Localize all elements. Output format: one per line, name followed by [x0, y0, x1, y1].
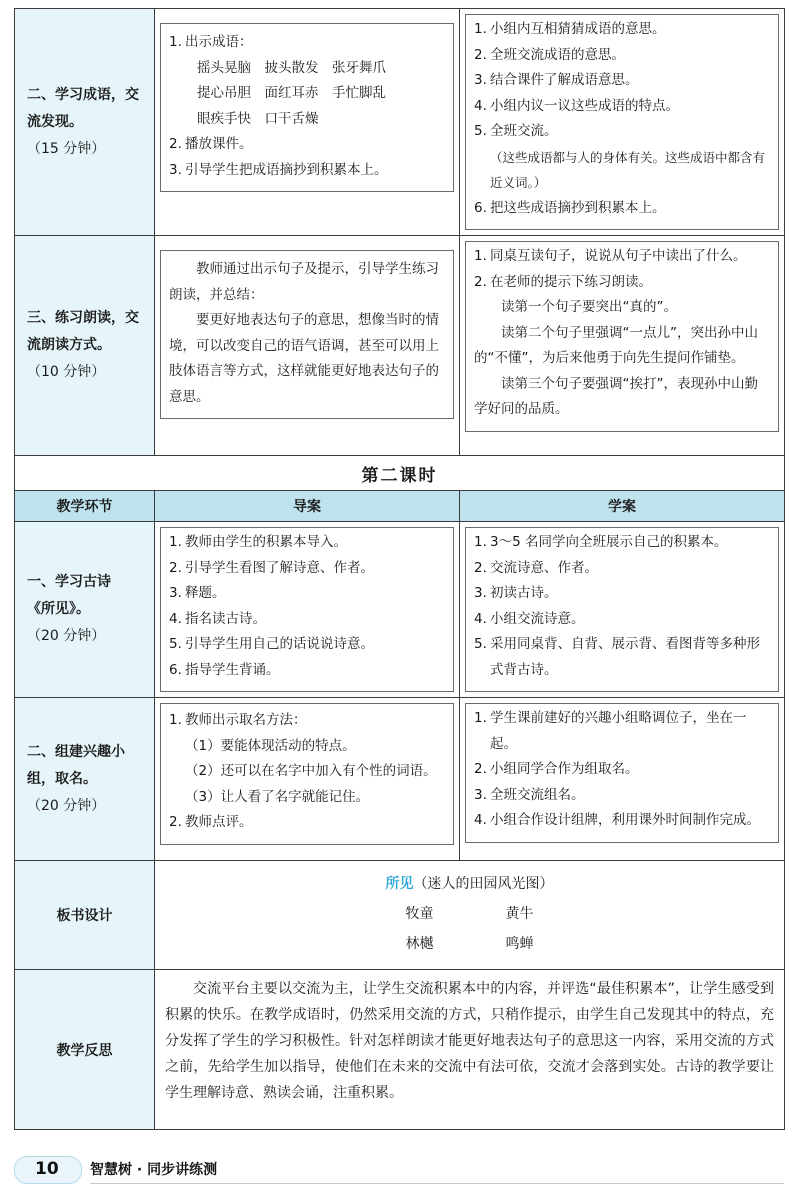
list-item: 眼疾手快 口干舌燥 [197, 110, 319, 127]
stage-cell [15, 9, 155, 236]
table-row [15, 522, 785, 698]
page-number: 10 [35, 1159, 59, 1179]
table-row [15, 970, 785, 1130]
list-item: 2. 教师点评。 [169, 814, 253, 830]
list-item: 4. 小组合作设计组牌，利用课外时间制作完成。 [474, 812, 760, 828]
study-cell [460, 698, 785, 861]
guide-paragraph: 要更好地表达句子的意思，想像当时的情境，可以改变自己的语气语调，甚至可以用上肢体语言等方式，这样就能更好地表达句子的意思。 [169, 312, 439, 405]
footer-divider [90, 1183, 784, 1184]
list-item: 3. 释题。 [169, 585, 226, 601]
stage-cell [15, 522, 155, 698]
board-title-note: （迷人的田园风光图） [413, 876, 554, 892]
board-label: 板书设计 [15, 861, 155, 970]
stage-duration: （20 分钟） [27, 628, 106, 644]
list-item: 2. 交流诗意、作者。 [474, 559, 598, 576]
study-cell [460, 236, 785, 456]
reflection-cell [155, 970, 785, 1130]
board-title-line [155, 869, 784, 899]
stage-title-line: 流发现。 [27, 113, 83, 130]
list-item: 6. 把这些成语摘抄到积累本上。 [474, 199, 666, 216]
header-row [15, 491, 785, 522]
page-footer [14, 1152, 784, 1186]
guide-cell [155, 522, 460, 698]
guide-paragraph: 教师通过出示句子及提示，引导学生练习朗读，并总结： [169, 261, 439, 303]
list-item: 4. 指名读古诗。 [169, 610, 266, 627]
study-paragraph: 读第一个句子要突出“真的”。 [501, 299, 677, 315]
column-header: 导案 [155, 491, 460, 522]
page-number-badge [14, 1156, 82, 1184]
board-row [155, 899, 784, 929]
stage-title-line: 三、练习朗读，交 [27, 310, 139, 326]
study-cell [460, 522, 785, 698]
table-row [15, 9, 785, 236]
board-word: 鸣蝉 [505, 936, 534, 952]
list-item: （2）还可以在名字中加入有个性的词语。 [185, 763, 437, 779]
stage-title-line: 流朗读方式。 [27, 337, 111, 353]
list-item: 1. 教师出示取名方法： [169, 712, 307, 728]
board-title: 所见 [385, 876, 414, 892]
stage-duration: （20 分钟） [27, 797, 106, 814]
stage-cell [15, 698, 155, 861]
list-item: 3. 结合课件了解成语意思。 [474, 72, 639, 88]
list-item: 6. 指导学生背诵。 [169, 661, 280, 678]
stage-title-line: 组，取名。 [27, 770, 97, 787]
study-paragraph: 读第二个句子里强调“一点儿”，突出孙中山的“不懂”，为后来他勇于向先生提问作铺垫。 [474, 324, 758, 366]
board-cell [155, 861, 785, 970]
list-item: 3. 引导学生把成语摘抄到积累本上。 [169, 161, 388, 178]
column-header: 学案 [460, 491, 785, 522]
list-item: 2. 在老师的提示下练习朗读。 [474, 273, 652, 290]
book-brand: 智慧树 · 同步讲练测 [90, 1162, 218, 1178]
list-item: 3. 初读古诗。 [474, 585, 558, 601]
table-row [15, 698, 785, 861]
list-item: 5. 采用同桌背、自背、展示背、看图背等多种形式背古诗。 [474, 636, 760, 678]
list-item: 5. 引导学生用自己的话说说诗意。 [169, 636, 374, 652]
list-item: 摇头晃脑 披头散发 张牙舞爪 [197, 59, 386, 76]
board-word: 黄牛 [505, 906, 534, 922]
column-header: 教学环节 [15, 491, 155, 522]
list-item: 1. 出示成语： [169, 34, 253, 50]
guide-cell [155, 698, 460, 861]
list-item: 2. 全班交流成语的意思。 [474, 46, 625, 63]
board-word: 牧童 [405, 906, 434, 922]
stage-title-line: 《所见》。 [27, 601, 90, 617]
list-item: 3. 全班交流组名。 [474, 786, 585, 803]
reflection-text: 交流平台主要以交流为主，让学生交流积累本中的内容，并评选“最佳积累本”，让学生感受到积累的快乐。在教学成语时，仍然采用交流的方式，只稍作提示，由学生自己发现其中的特点，充分发挥了学生的学习积极性。针对怎样朗读才能更好地表达句子的意思这一内容，采用交流的方式之前，先给学生加以指导，使他们在未来的交流中有法可依，交流才会落到实处。古诗的教学要让学生理解诗意、熟读会诵，注重积累。 [165, 981, 774, 1101]
stage-title-line: 一、学习古诗 [27, 574, 111, 590]
lesson-plan-table [14, 8, 785, 1130]
list-item: 1. 同桌互读句子，说说从句子中读出了什么。 [474, 248, 747, 264]
list-item: 4. 小组内议一议这些成语的特点。 [474, 97, 679, 114]
board-word: 林樾 [405, 936, 434, 952]
stage-title-line: 二、组建兴趣小 [27, 743, 125, 760]
list-item-note: （这些成语都与人的身体有关。这些成语中都含有近义词。） [490, 149, 766, 190]
stage-cell [15, 236, 155, 456]
list-item: （3）让人看了名字就能记住。 [185, 788, 370, 805]
list-item: 2. 小组同学合作为组取名。 [474, 761, 639, 777]
stage-title-line: 二、学习成语，交 [27, 86, 139, 103]
list-item: 提心吊胆 面红耳赤 手忙脚乱 [197, 85, 386, 101]
guide-cell [155, 9, 460, 236]
stage-duration: （15 分钟） [27, 140, 106, 157]
list-item: 5. 全班交流。 [474, 123, 558, 139]
list-item: （1）要能体现活动的特点。 [185, 737, 356, 754]
list-item: 2. 播放课件。 [169, 136, 253, 152]
board-row [155, 929, 784, 959]
list-item: 1. 小组内互相猜猜成语的意思。 [474, 21, 666, 37]
section-row [15, 456, 785, 491]
study-cell [460, 9, 785, 236]
list-item: 4. 小组交流诗意。 [474, 610, 585, 627]
table-row [15, 236, 785, 456]
list-item: 1. 学生课前建好的兴趣小组略调位子，坐在一起。 [474, 710, 747, 752]
list-item: 1. 3～5 名同学向全班展示自己的积累本。 [474, 534, 728, 550]
stage-duration: （10 分钟） [27, 364, 106, 380]
lesson-plan-page [14, 8, 784, 1130]
list-item: 1. 教师由学生的积累本导入。 [169, 534, 347, 550]
guide-cell [155, 236, 460, 456]
reflection-label: 教学反思 [15, 970, 155, 1130]
list-item: 2. 引导学生看图了解诗意、作者。 [169, 559, 374, 576]
section-title: 第二课时 [15, 456, 785, 491]
study-paragraph: 读第三个句子要强调“挨打”，表现孙中山勤学好问的品质。 [474, 375, 758, 417]
table-row [15, 861, 785, 970]
